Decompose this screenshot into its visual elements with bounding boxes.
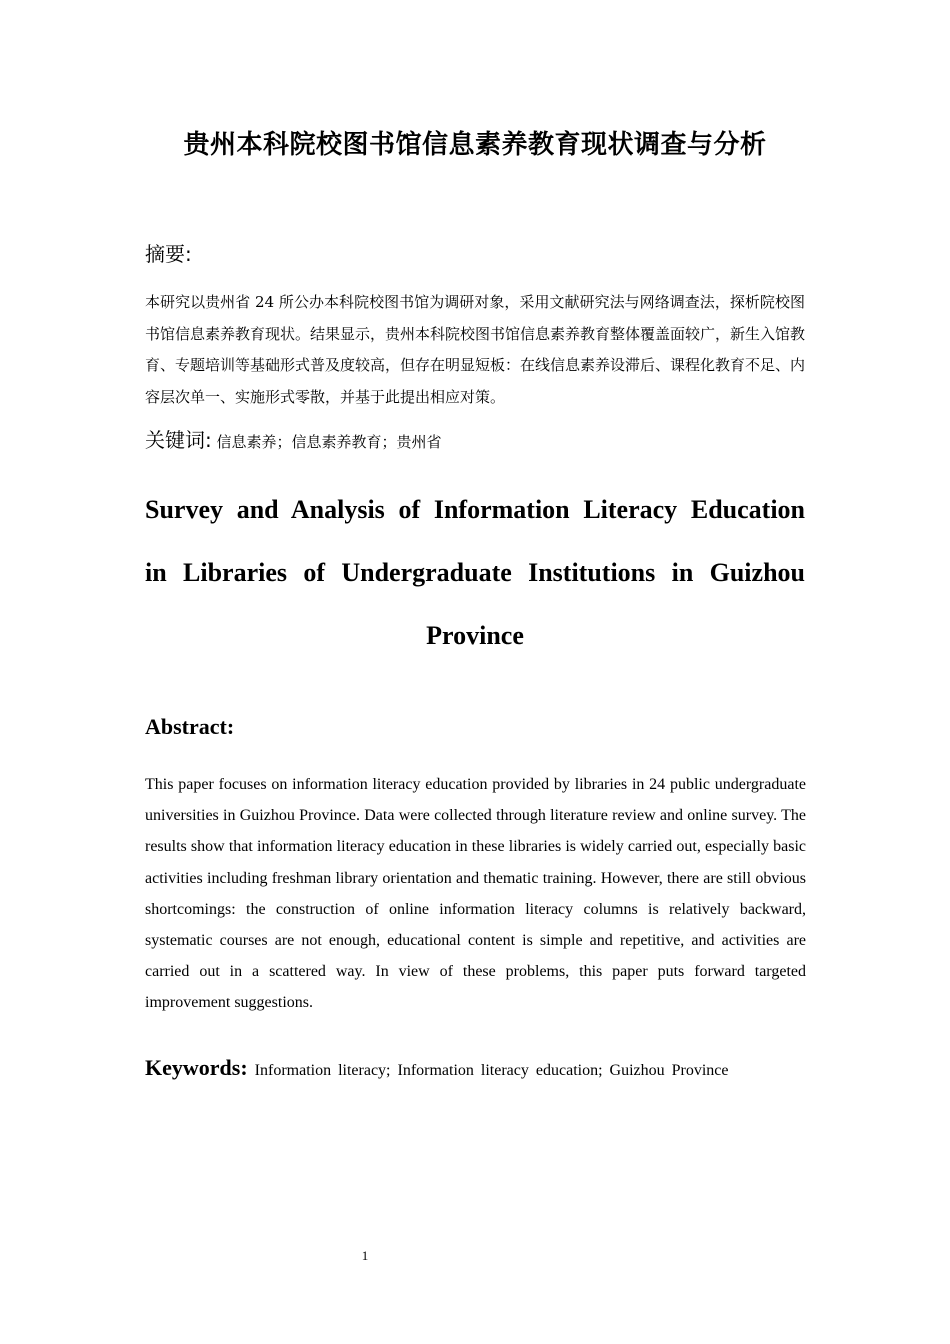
english-keywords: [145, 1055, 806, 1081]
english-keywords-label: Keywords:: [145, 1055, 248, 1080]
chinese-keywords: [145, 424, 805, 453]
chinese-title: 贵州本科院校图书馆信息素养教育现状调查与分析: [183, 130, 767, 160]
page-number: 1: [361, 1248, 369, 1263]
chinese-keywords-text: 信息素养；信息素养教育；贵州省: [216, 433, 442, 451]
chinese-keywords-label: 关键词:: [145, 428, 212, 452]
english-keywords-text: Information literacy; Information literacy education; Guizhou Province: [254, 1062, 729, 1079]
chinese-abstract-label: 摘要:: [145, 242, 192, 266]
english-title: Survey and Analysis of Information Literacy Education in Libraries of Undergraduate Institutions in Guizhou Province: [145, 495, 805, 650]
english-abstract-label: Abstract:: [145, 714, 235, 739]
english-abstract-text: This paper focuses on information literacy education provided by libraries in 24 public undergraduate universities in Guizhou Province. Data were collected through literature review and online survey. The results show that information literacy education in these libraries is widely carried out, especially basic activities including freshman library orientation and thematic training. However, there are still obvious shortcomings: the construction of online information literacy columns is relatively backward, systematic courses are not enough, educational content is simple and repetitive, and activities are carried out in a scattered way. In view of these problems, this paper puts forward targeted improvement suggestions.: [145, 776, 806, 1012]
chinese-abstract-text: 本研究以贵州省 24 所公办本科院校图书馆为调研对象，采用文献研究法与网络调查法，探析院校图书馆信息素养教育现状。结果显示，贵州本科院校图书馆信息素养教育整体覆盖面较广，新生入馆教育、专题培训等基础形式普及度较高，但存在明显短板：在线信息素养设滞后、课程化教育不足、内容层次单一、实施形式零散，并基于此提出相应对策。: [145, 293, 806, 406]
